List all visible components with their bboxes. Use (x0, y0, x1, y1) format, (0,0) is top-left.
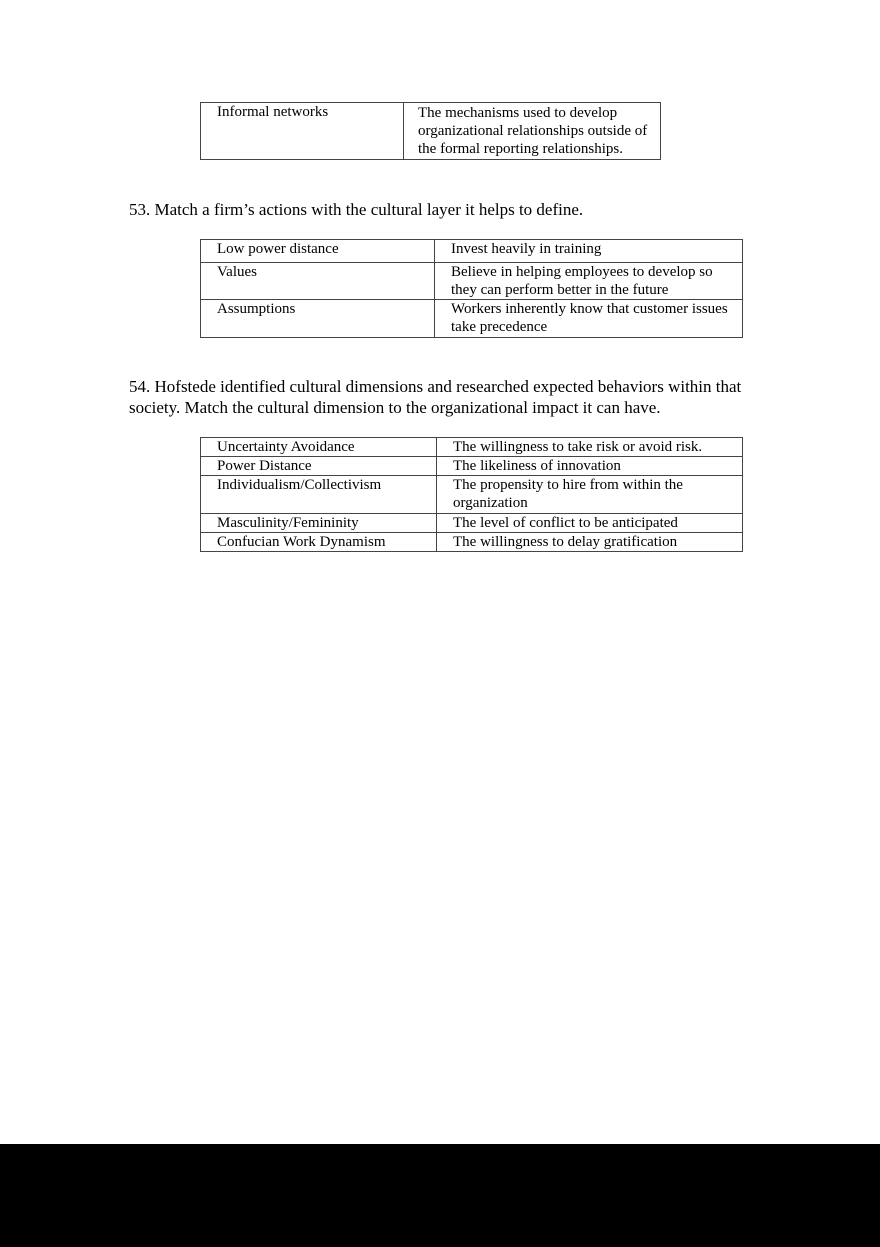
term-cell: Values (201, 263, 435, 300)
table-row (201, 533, 743, 552)
matching-table-54 (200, 437, 743, 552)
definition-cell: Believe in helping employees to develop so they can perform better in the future (435, 263, 743, 300)
table-row (201, 476, 743, 514)
term-cell: Assumptions (201, 300, 435, 338)
definition-cell: The willingness to delay gratification (437, 533, 743, 552)
definition-cell: The propensity to hire from within the organization (437, 476, 743, 514)
term-cell: Low power distance (201, 240, 435, 263)
table-row (201, 457, 743, 476)
definition-cell: The willingness to take risk or avoid risk. (437, 438, 743, 457)
term-cell: Masculinity/Femininity (201, 514, 437, 533)
matching-table-continued (200, 102, 661, 160)
question-53-text: 53. Match a firm’s actions with the cultural layer it helps to define. (129, 200, 584, 219)
term-cell: Informal networks (201, 103, 404, 160)
bottom-black-bar (0, 1144, 880, 1247)
table-row (201, 514, 743, 533)
definition-cell: The mechanisms used to develop organizational relationships outside of the formal reporting relationships. (404, 103, 661, 160)
term-cell: Individualism/Collectivism (201, 476, 437, 514)
term-cell: Uncertainty Avoidance (201, 438, 437, 457)
table-row (201, 438, 743, 457)
definition-cell: Invest heavily in training (435, 240, 743, 263)
definition-cell: Workers inherently know that customer issues take precedence (435, 300, 743, 338)
table-row (201, 103, 661, 160)
term-cell: Confucian Work Dynamism (201, 533, 437, 552)
table-row (201, 300, 743, 338)
definition-cell: The level of conflict to be anticipated (437, 514, 743, 533)
question-54-text: 54. Hofstede identified cultural dimensions and researched expected behaviors within that society. Match the cultural dimension to the organizational impact it can have. (129, 377, 742, 417)
table-row (201, 263, 743, 300)
term-cell: Power Distance (201, 457, 437, 476)
table-row (201, 240, 743, 263)
matching-table-53 (200, 239, 743, 338)
definition-cell: The likeliness of innovation (437, 457, 743, 476)
